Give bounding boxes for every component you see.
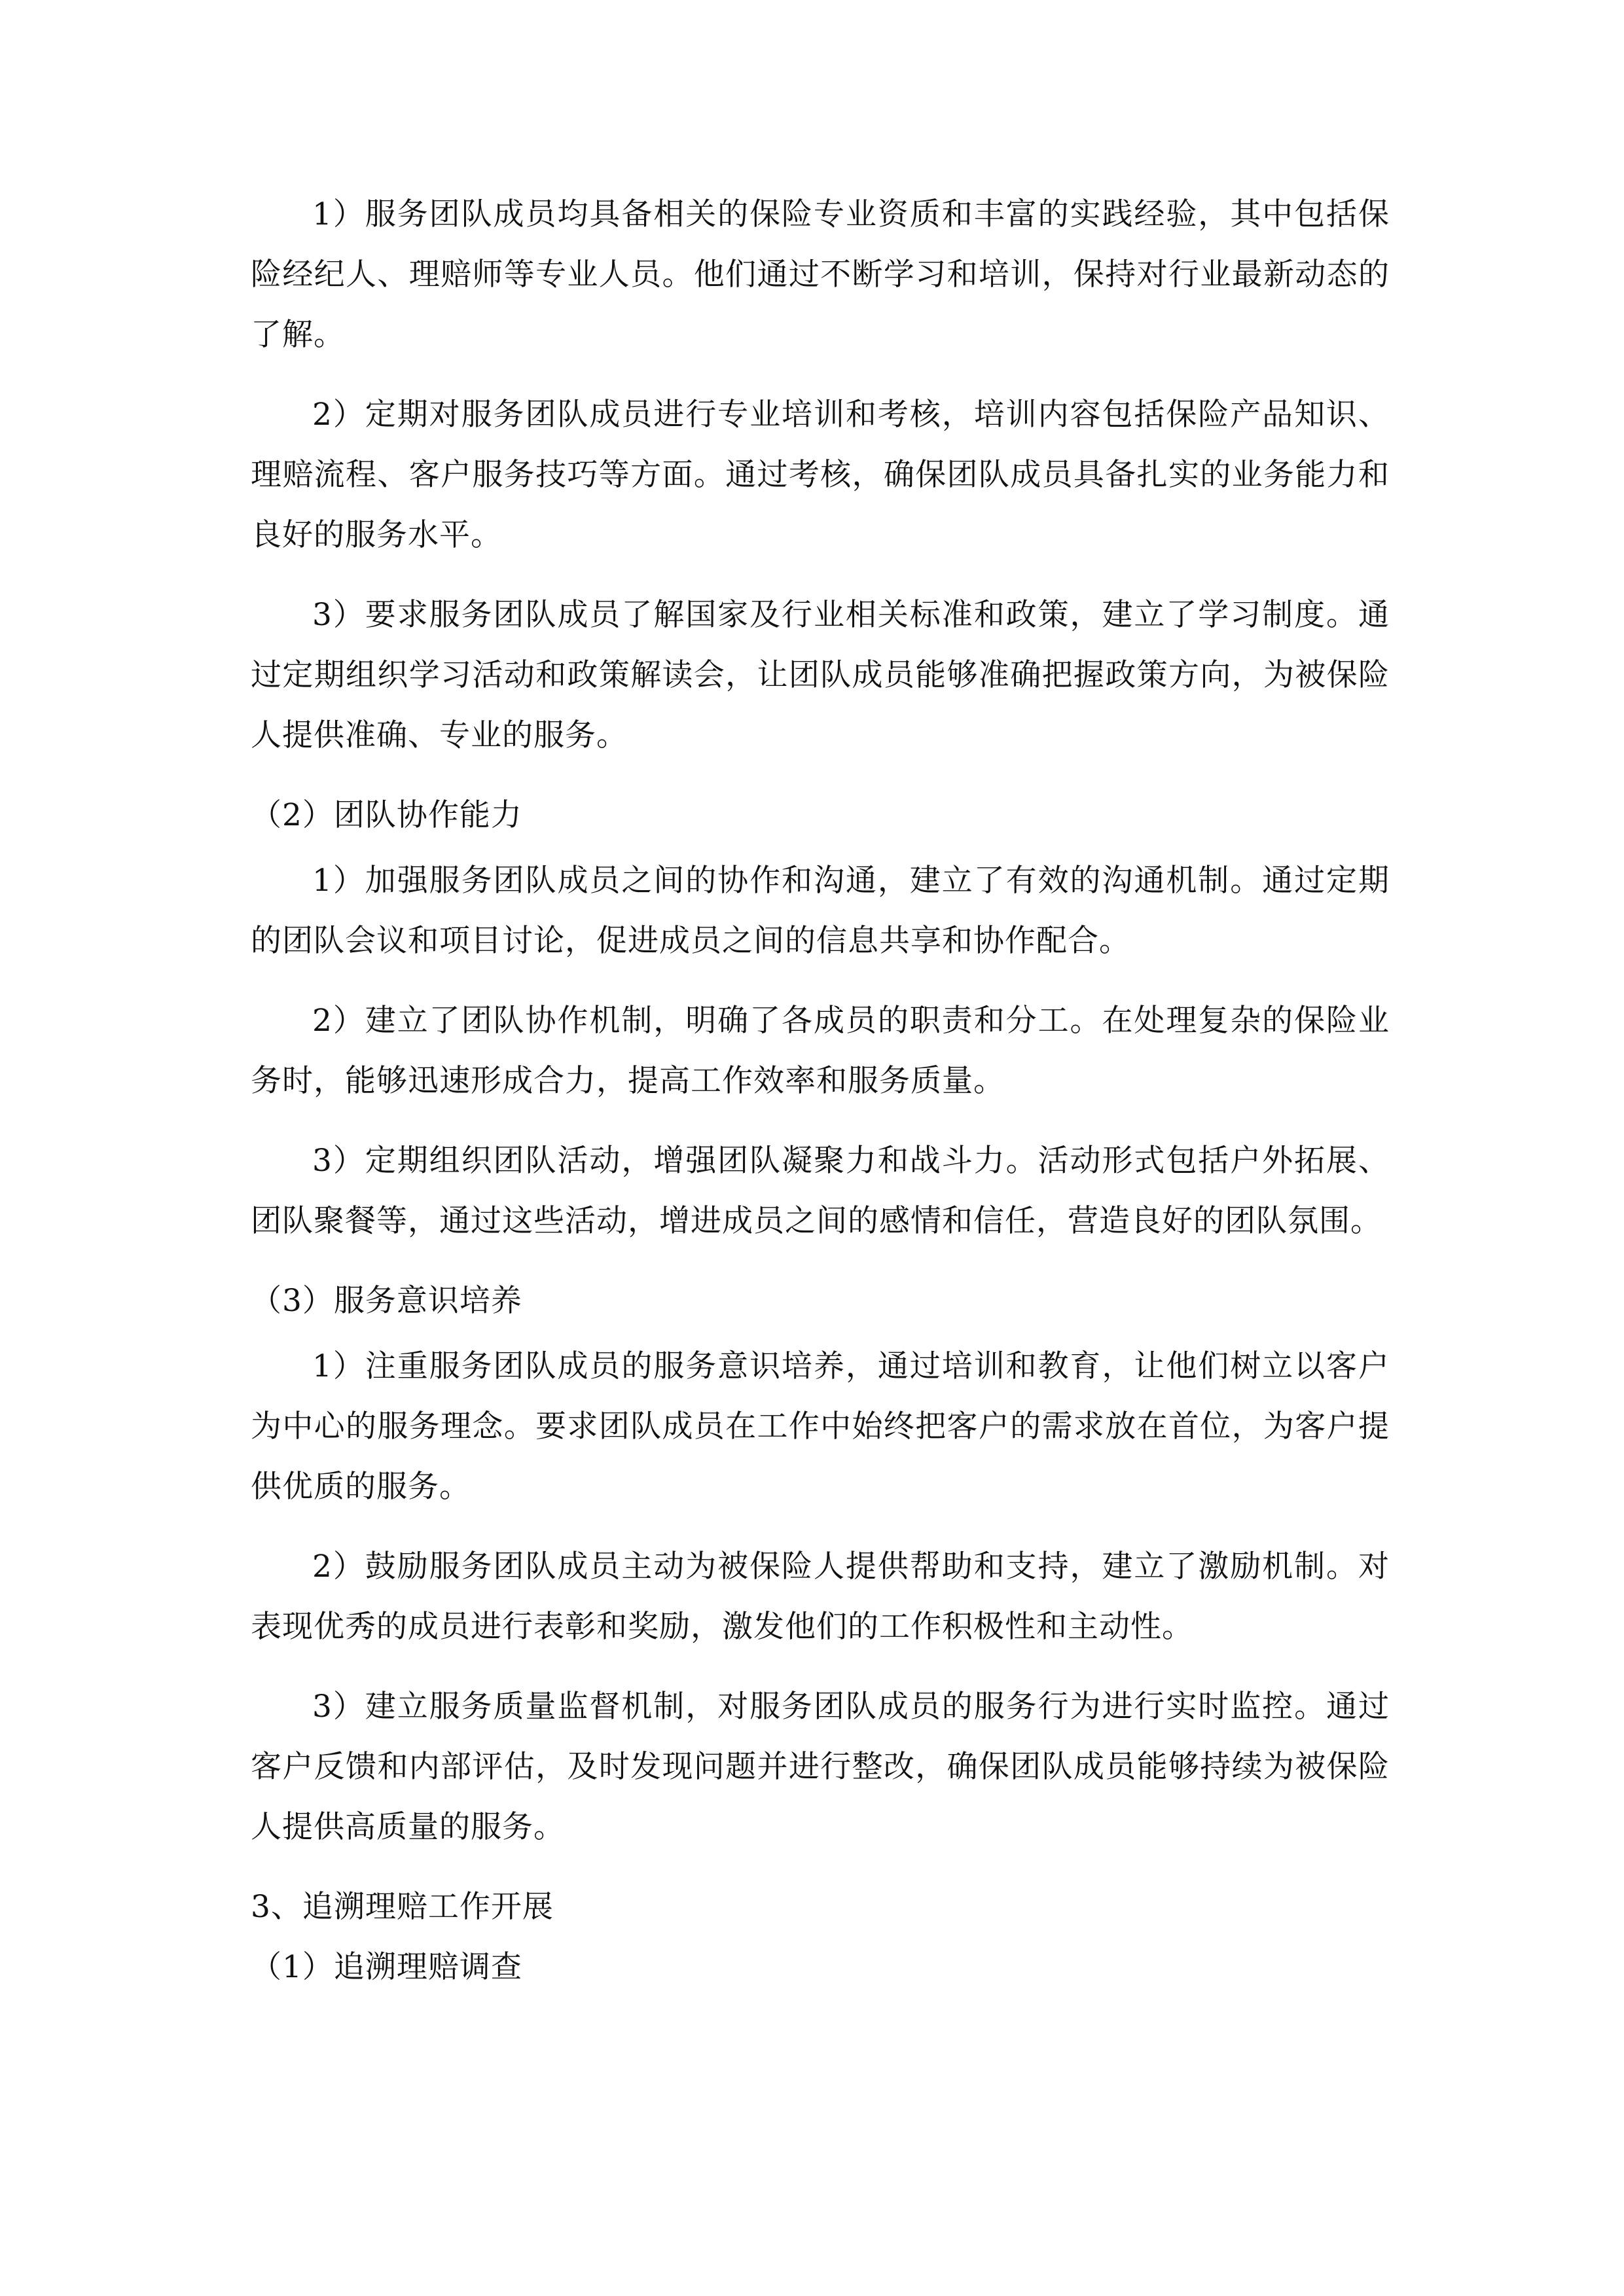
section-heading-teamwork: （2）团队协作能力 — [251, 797, 522, 833]
paragraph-qualification: 1）服务团队成员均具备相关的保险专业资质和丰富的实践经验，其中包括保险经纪人、理赔师等专业人员。他们通过不断学习和培训，保持对行业最新动态的了解。 — [251, 196, 1390, 353]
paragraph-collaboration-mechanism: 2）建立了团队协作机制，明确了各成员的职责和分工。在处理复杂的保险业务时，能够迅速形成合力，提高工作效率和服务质量。 — [251, 1003, 1390, 1099]
paragraph-customer-centric: 1）注重服务团队成员的服务意识培养，通过培训和教育，让他们树立以客户为中心的服务理念。要求团队成员在工作中始终把客户的需求放在首位，为客户提供优质的服务。 — [251, 1348, 1390, 1505]
paragraph-training: 2）定期对服务团队成员进行专业培训和考核，培训内容包括保险产品知识、理赔流程、客户服务技巧等方面。通过考核，确保团队成员具备扎实的业务能力和良好的服务水平。 — [251, 397, 1390, 553]
paragraph-policy-study: 3）要求服务团队成员了解国家及行业相关标准和政策，建立了学习制度。通过定期组织学习活动和政策解读会，让团队成员能够准确把握政策方向，为被保险人提供准确、专业的服务。 — [251, 597, 1390, 753]
paragraph-incentive: 2）鼓励服务团队成员主动为被保险人提供帮助和支持，建立了激励机制。对表现优秀的成员进行表彰和奖励，激发他们的工作积极性和主动性。 — [251, 1549, 1390, 1645]
section-heading-claims-tracing: 3、追溯理赔工作开展 — [251, 1889, 554, 1925]
subsection-heading-claims-investigation: （1）追溯理赔调查 — [251, 1949, 522, 1985]
section-heading-service-awareness: （3）服务意识培养 — [251, 1283, 522, 1319]
paragraph-team-activities: 3）定期组织团队活动，增强团队凝聚力和战斗力。活动形式包括户外拓展、团队聚餐等，通过这些活动，增进成员之间的感情和信任，营造良好的团队氛围。 — [251, 1143, 1390, 1239]
paragraph-quality-supervision: 3）建立服务质量监督机制，对服务团队成员的服务行为进行实时监控。通过客户反馈和内部评估，及时发现问题并进行整改，确保团队成员能够持续为被保险人提供高质量的服务。 — [251, 1689, 1390, 1845]
document-body — [251, 185, 1390, 1998]
paragraph-communication: 1）加强服务团队成员之间的协作和沟通，建立了有效的沟通机制。通过定期的团队会议和项目讨论，促进成员之间的信息共享和协作配合。 — [251, 863, 1390, 959]
